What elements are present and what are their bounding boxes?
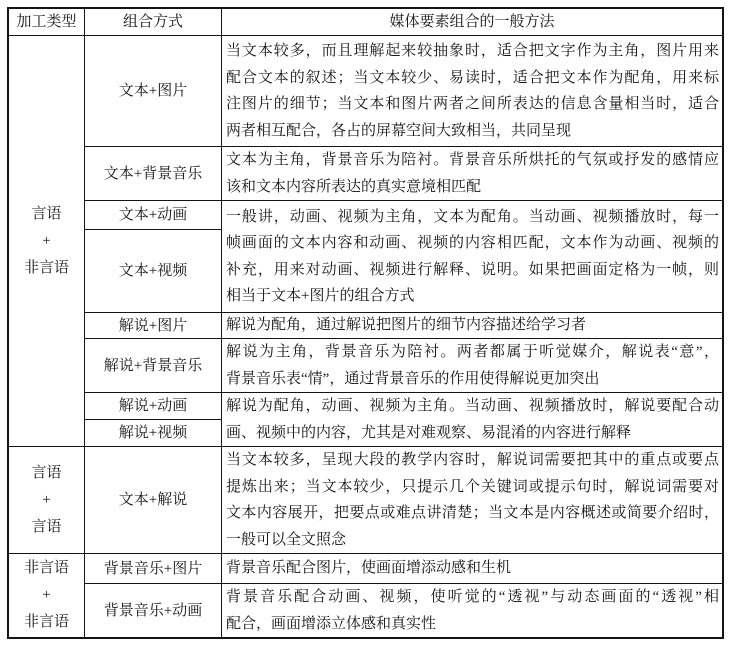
method-cell-narration-image bbox=[221, 312, 723, 339]
combination-label: 解说+视频 bbox=[118, 425, 188, 441]
group-label-line: 非言语 bbox=[23, 259, 69, 276]
combination-label: 解说+动画 bbox=[118, 398, 188, 414]
method-line: 当文本较多，呈现大段的教学内容时，解说词需要把其中的重点或要点 bbox=[226, 452, 719, 468]
group-label-line: + bbox=[42, 587, 51, 603]
method-line: 背景音乐表“情”，通过背景音乐的作用使得解说更加突出 bbox=[226, 370, 600, 387]
combination-cell bbox=[84, 392, 222, 420]
header-combination: 组合方式 bbox=[84, 8, 222, 36]
combination-label: 解说+背景音乐 bbox=[103, 357, 203, 374]
group-label-line: 言语 bbox=[31, 518, 62, 535]
combination-cell bbox=[84, 553, 222, 584]
group-nonverbal-nonverbal bbox=[8, 553, 85, 638]
combination-label: 文本+视频 bbox=[118, 263, 188, 279]
method-line: 一般讲，动画、视频为主角，文本为配角。当动画、视频播放时，每一 bbox=[226, 208, 719, 225]
combination-cell bbox=[84, 35, 222, 147]
combination-label: 解说+图片 bbox=[118, 317, 188, 334]
method-line: 画、视频中的内容，尤其是对难观察、易混淆的内容进行解释 bbox=[226, 424, 632, 441]
method-line: 该和文本内容所表达的真实意境相匹配 bbox=[226, 178, 482, 195]
combination-cell bbox=[84, 419, 222, 447]
method-cell-narration-music bbox=[221, 338, 723, 393]
group-verbal-nonverbal bbox=[8, 35, 85, 447]
combination-label: 背景音乐+图片 bbox=[103, 560, 203, 577]
combination-cell bbox=[84, 446, 222, 554]
method-cell-text-music bbox=[221, 146, 723, 201]
method-cell-narration-animation-video bbox=[221, 392, 723, 447]
method-line: 文本内容展开，把要点或难点讲清楚；当文本是内容概述或简要介绍时， bbox=[226, 505, 719, 521]
method-cell-text-image bbox=[221, 35, 723, 147]
combination-cell bbox=[84, 146, 222, 201]
combination-label: 文本+背景音乐 bbox=[103, 165, 203, 182]
group-label-line: 非言语 bbox=[23, 614, 69, 630]
method-line: 两者相互配合，各占的屏幕空间大致相当，共同呈现 bbox=[226, 122, 572, 139]
method-line: 相当于文本+图片的组合方式 bbox=[226, 288, 415, 304]
method-line: 背景音乐配合图片，使画面增添动感和生机 bbox=[226, 560, 512, 577]
method-cell-music-animation bbox=[221, 583, 723, 638]
header-type: 加工类型 bbox=[8, 8, 85, 36]
group-verbal-verbal bbox=[8, 446, 85, 554]
group-label-line: + bbox=[42, 232, 51, 249]
method-line: 注图片的细节；当文本和图片两者之间所表达的信息含量相当时，适合 bbox=[226, 96, 719, 112]
method-line: 配合，画面增添立体感和真实性 bbox=[226, 615, 437, 632]
method-cell-text-animation-video bbox=[221, 200, 723, 313]
group-label-line: 言语 bbox=[31, 205, 62, 222]
combination-cell bbox=[84, 200, 222, 230]
combination-cell bbox=[84, 312, 222, 339]
method-cell-text-narration bbox=[221, 446, 723, 554]
combination-label: 背景音乐+动画 bbox=[103, 602, 203, 619]
method-line: 文本为主角，背景音乐为陪衬。背景音乐所烘托的气氛或抒发的感情应 bbox=[226, 152, 719, 168]
combination-label: 文本+动画 bbox=[118, 207, 188, 223]
method-line: 背景音乐配合动画、视频，使听觉的“透视”与动态画面的“透视”相 bbox=[226, 589, 719, 605]
group-label-line: 言语 bbox=[31, 464, 62, 481]
method-line: 解说为配角，通过解说把图片的细节内容描述给学习者 bbox=[226, 317, 587, 334]
method-line: 一般可以全文照念 bbox=[226, 531, 347, 548]
combination-label: 文本+图片 bbox=[118, 83, 188, 99]
method-line: 解说为主角，背景音乐为陪衬。两者都属于听觉媒介，解说表“意”， bbox=[226, 344, 719, 360]
method-line: 提炼出来；当文本较少，只提示几个关键词或提示句时，解说词需要对 bbox=[226, 478, 719, 495]
method-line: 当文本较多，而且理解起来较抽象时，适合把文字作为主角，图片用来 bbox=[226, 43, 719, 59]
method-line: 配合文本的叙述；当文本较少、易读时，适合把文本作为配角，用来标 bbox=[226, 69, 719, 86]
combination-cell bbox=[84, 229, 222, 313]
group-label-line: 非言语 bbox=[23, 560, 69, 576]
combination-cell bbox=[84, 338, 222, 393]
combination-label: 文本+解说 bbox=[118, 492, 188, 508]
method-line: 帧画面的文本内容和动画、视频的内容相匹配，文本作为动画、视频的 bbox=[226, 235, 719, 251]
combination-cell bbox=[84, 583, 222, 638]
header-method: 媒体要素组合的一般方法 bbox=[221, 8, 723, 36]
method-line: 补充，用来对动画、视频进行解释、说明。如果把画面定格为一帧，则 bbox=[226, 261, 719, 278]
method-line: 解说为配角，动画、视频为主角。当动画、视频播放时，解说要配合动 bbox=[226, 398, 719, 414]
group-label-line: + bbox=[42, 491, 51, 508]
method-cell-music-image bbox=[221, 553, 723, 584]
